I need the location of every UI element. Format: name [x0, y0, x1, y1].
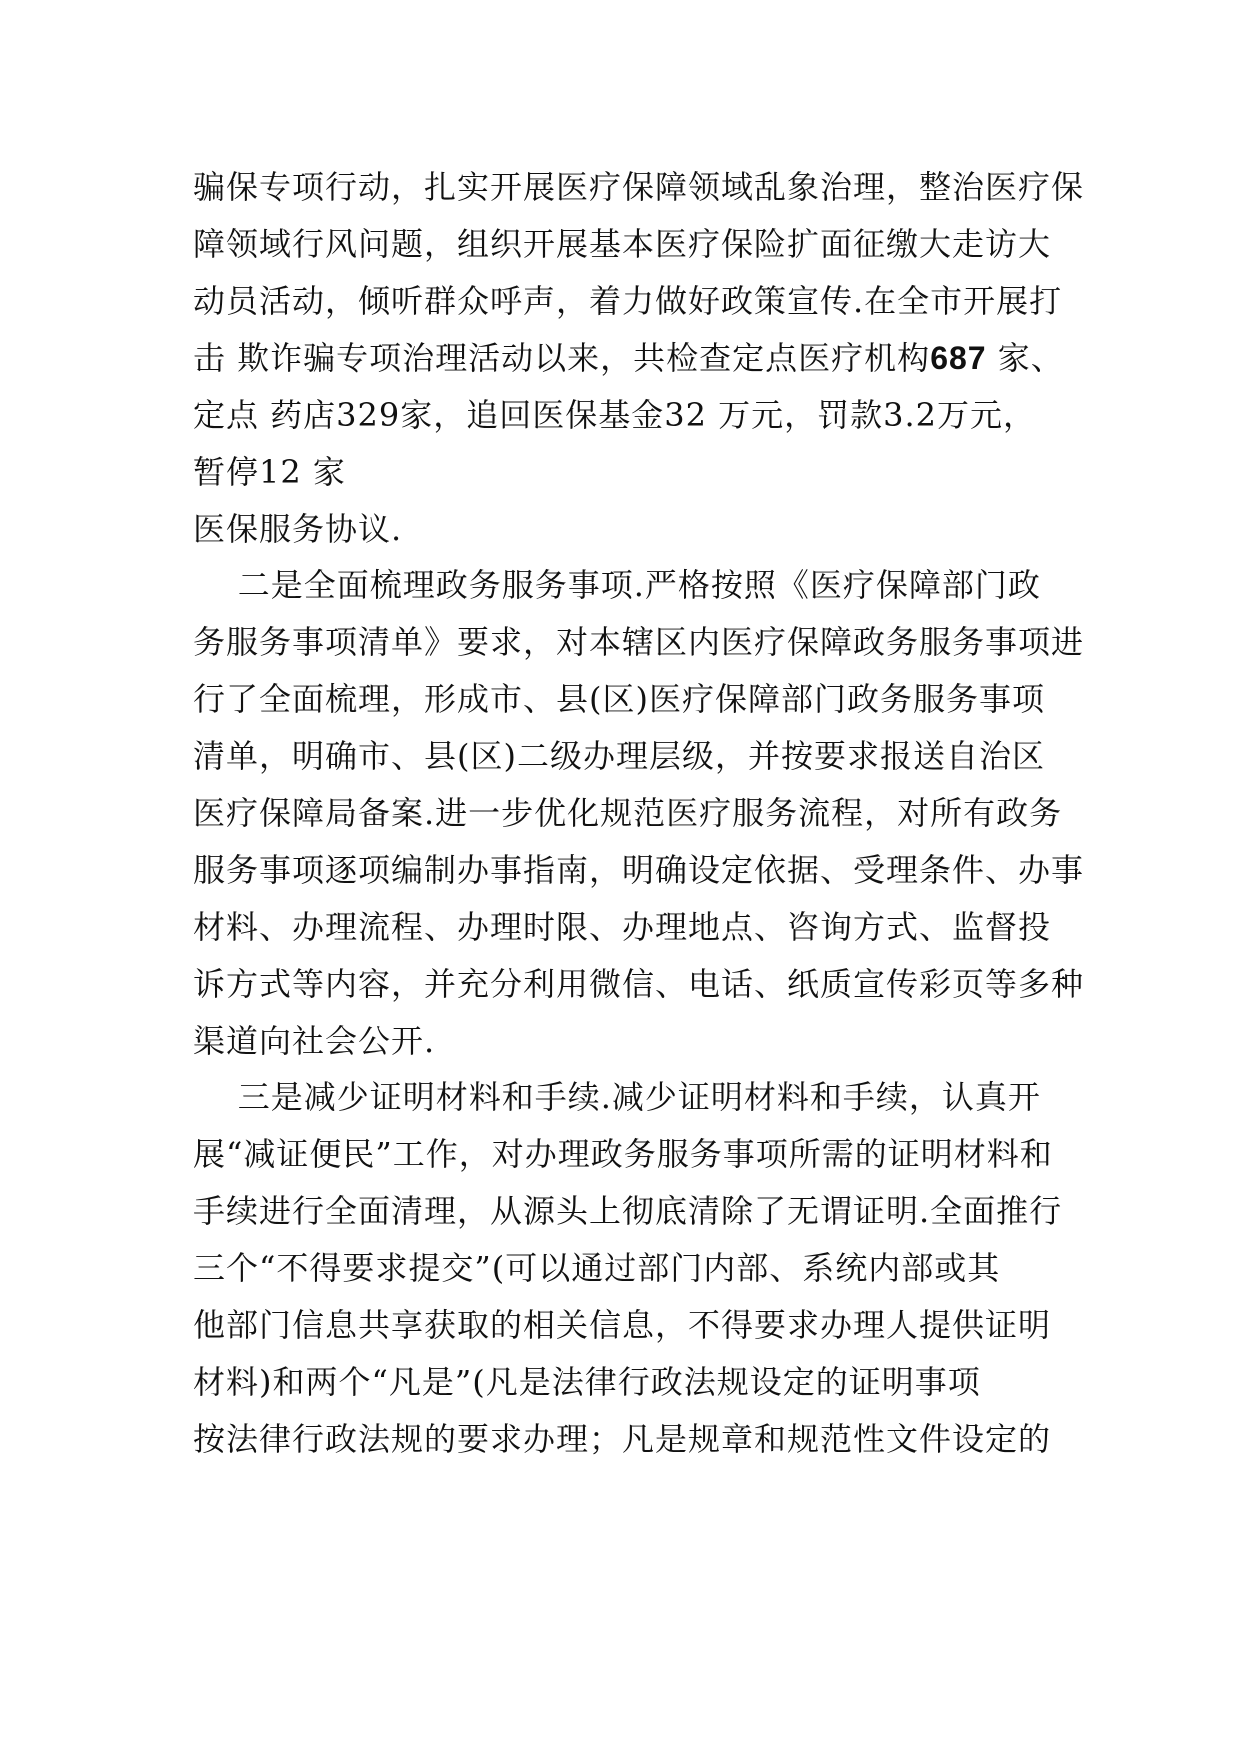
text-line: 他部门信息共享获取的相关信息，不得要求办理人提供证明 [193, 1306, 1052, 1344]
text-line: 三是减少证明材料和手续.减少证明材料和手续，认真开 [193, 1078, 1041, 1116]
text-line: 障领域行风问题，组织开展基本医疗保险扩面征缴大走访大 [193, 225, 1052, 263]
text-line: 三个“不得要求提交”(可以通过部门内部、系统内部或其 [193, 1249, 1001, 1287]
text-line: 动员活动，倾听群众呼声，着力做好政策宣传.在全市开展打 [193, 282, 1063, 320]
paragraph-3 [193, 1069, 1063, 1468]
text-line: 材料、办理流程、办理时限、办理地点、咨询方式、监督投 [193, 908, 1052, 946]
text-line: 展“减证便民”工作，对办理政务服务事项所需的证明材料和 [193, 1135, 1053, 1173]
text-line: 手续进行全面清理，从源头上彻底清除了无谓证明.全面推行 [193, 1192, 1063, 1230]
text-line: 务服务事项清单》要求，对本辖区内医疗保障政务服务事项进 [193, 623, 1085, 661]
text-line: 医疗保障局备案.进一步优化规范医疗服务流程，对所有政务 [193, 794, 1063, 832]
paragraph-1 [193, 159, 1085, 558]
paragraph-2 [193, 557, 1085, 1070]
text-line: 服务事项逐项编制办事指南，明确设定依据、受理条件、办事 [193, 851, 1085, 889]
text-line: 诉方式等内容，并充分利用微信、电话、纸质宣传彩页等多种 [193, 965, 1085, 1003]
text-line: 清单，明确市、县(区)二级办理层级，并按要求报送自治区 [193, 737, 1045, 775]
text-line: 渠道向社会公开. [193, 1022, 436, 1060]
text-line: 行了全面梳理，形成市、县(区)医疗保障部门政务服务事项 [193, 680, 1045, 718]
text-line: 骗保专项行动，扎实开展医疗保障领域乱象治理，整治医疗保 [193, 168, 1085, 206]
text-line: 材料)和两个“凡是”(凡是法律行政法规设定的证明事项 [193, 1363, 981, 1401]
text-line: 按法律行政法规的要求办理；凡是规章和规范性文件设定的 [193, 1420, 1052, 1458]
text-line: 暂停12 家 [193, 453, 346, 491]
text-line [193, 330, 1064, 387]
text-line: 定点 药店329家，追回医保基金32 万元，罚款3.2万元， [193, 396, 1037, 434]
text-line: 二是全面梳理政务服务事项.严格按照《医疗保障部门政 [193, 566, 1041, 604]
text-line: 医保服务协议. [193, 510, 403, 548]
text-segment: 家、 [986, 339, 1064, 377]
text-segment: 击 欺诈骗专项治理活动以来，共检查定点医疗机构 [193, 339, 931, 377]
bold-number: 687 [930, 340, 987, 376]
